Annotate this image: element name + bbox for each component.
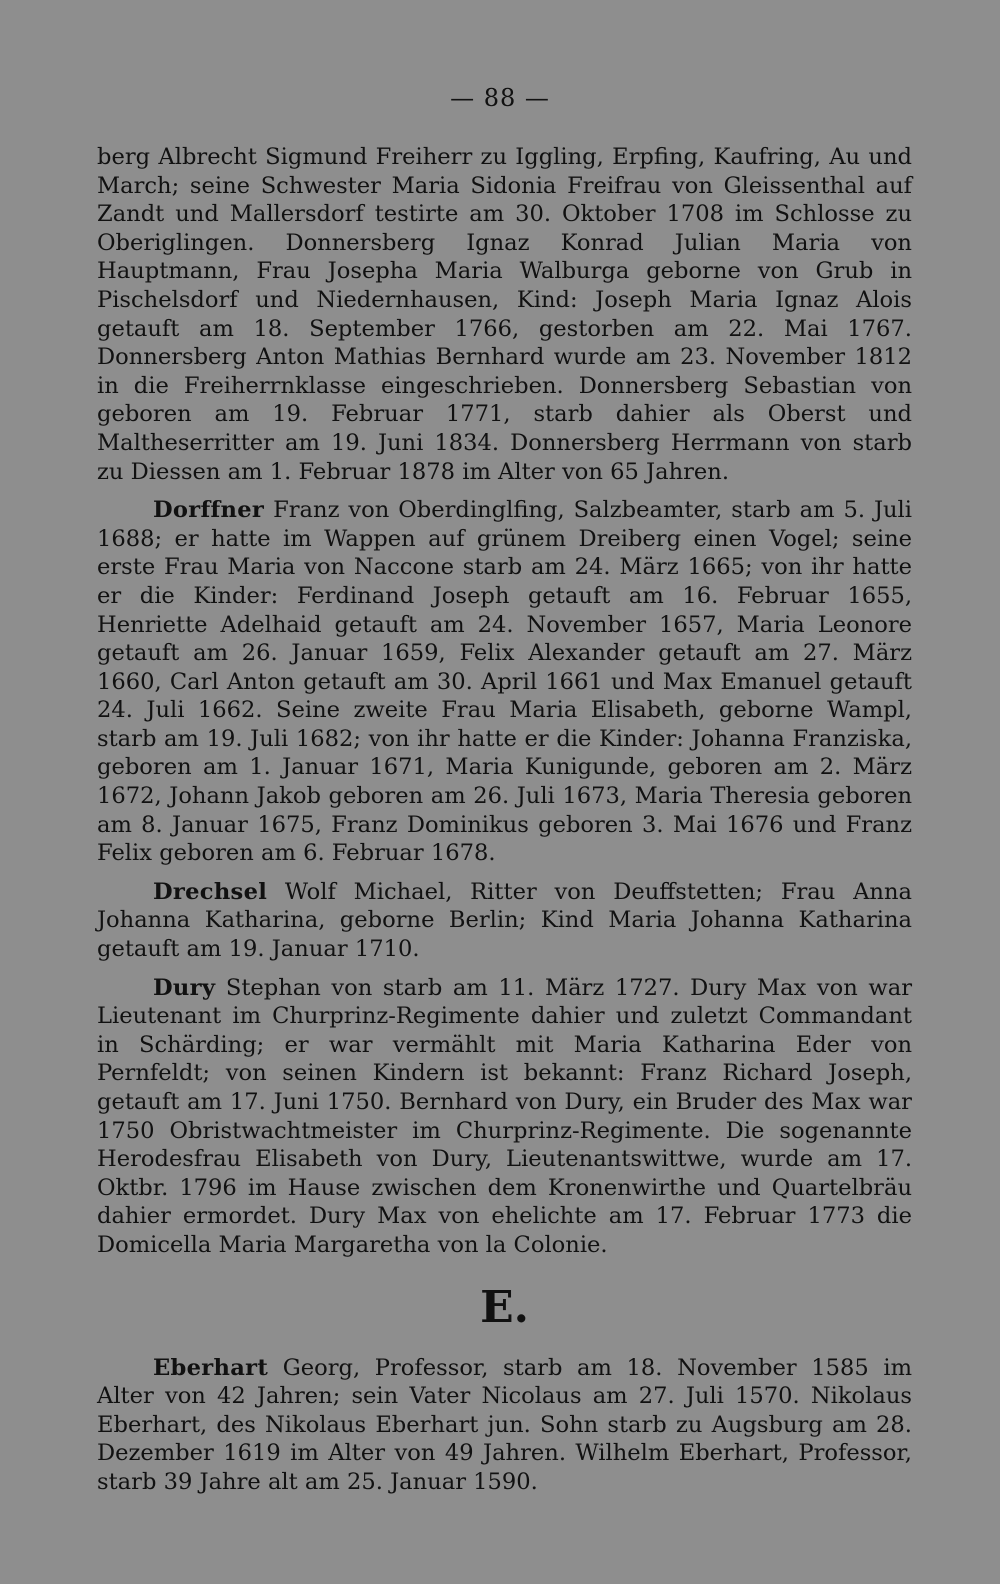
entry-dury: [97, 974, 912, 1260]
entry-headword: Dorffner: [153, 497, 265, 524]
entry-text: Franz von Oberdinglfing, Salzbeamter, starb am 5. Juli 1688; er hatte im Wappen auf grünem Dreiberg einen Vogel; seine erste Frau Maria von Naccone starb am 24. März 1665; von ihr hatte er die Kinder: Ferdinand Joseph getauft am 16. Februar 1655, Henriette Adelhaid getauft am 24. November 1657, Maria Leonore getauft am 26. Januar 1659, Felix Alexander getauft am 27. März 1660, Carl Anton getauft am 30. April 1661 und Max Emanuel getauft 24. Juli 1662. Seine zweite Frau Maria Elisabeth, geborne Wampl, starb am 19. Juli 1682; von ihr hatte er die Kinder: Johanna Franziska, geboren am 1. Januar 1671, Maria Kunigunde, geboren am 2. März 1672, Johann Jakob geboren am 26. Juli 1673, Maria Theresia geboren am 8. Januar 1675, Franz Dominikus geboren 3. Mai 1676 und Franz Felix geboren am 6. Februar 1678.: [97, 497, 913, 867]
entry-headword: Eberhart: [153, 1354, 269, 1381]
entry-dorffner: [97, 496, 912, 868]
entry-eberhart: [97, 1354, 912, 1497]
entry-text: Wolf Michael, Ritter von Deuffstetten; Frau Anna Johanna Katharina, geborne Berlin; Kind Maria Johanna Katharina getauft am 19. Januar 1710.: [97, 878, 912, 963]
section-heading-e: E.: [480, 1281, 529, 1333]
entry-text: berg Albrecht Sigmund Freiherr zu Iggling, Erpfing, Kaufring, Au und March; seine Schwester Maria Sidonia Freifrau von Gleissenthal auf Zandt und Mallersdorf testirte am 30. Oktober 1708 im Schlosse zu Oberiglingen. Donnersberg Ignaz Konrad Julian Maria von Hauptmann, Frau Josepha Maria Walburga geborne von Grub in Pischelsdorf und Niedernhausen, Kind: Joseph Maria Ignaz Alois getauft am 18. September 1766, gestorben am 22. Mai 1767. Donnersberg Anton Mathias Bernhard wurde am 23. November 1812 in die Freiherrnklasse eingeschrieben. Donnersberg Sebastian von geboren am 19. Februar 1771, starb dahier als Oberst und Maltheserritter am 19. Juni 1834. Donnersberg Herrmann von starb zu Diessen am 1. Februar 1878 im Alter von 65 Jahren.: [97, 144, 912, 485]
text-column: [97, 143, 912, 1497]
entry-headword: Drechsel: [153, 878, 268, 905]
entry-drechsel: [97, 878, 912, 964]
entry-text: Georg, Professor, starb am 18. November 1585 im Alter von 42 Jahren; sein Vater Nicolaus am 27. Juli 1570. Nikolaus Eberhart, des Nikolaus Eberhart jun. Sohn starb zu Augsburg am 28. Dezember 1619 im Alter von 49 Jahren. Wilhelm Eberhart, Professor, starb 39 Jahre alt am 25. Januar 1590.: [97, 1354, 912, 1495]
entry-donnersberg-continued: [97, 143, 912, 486]
entry-text: Stephan von starb am 11. März 1727. Dury Max von war Lieutenant im Churprinz-Regimente dahier und zuletzt Commandant in Schärding; er war vermählt mit Maria Katharina Eder von Pernfeldt; von seinen Kindern ist bekannt: Franz Richard Joseph, getauft am 17. Juni 1750. Bernhard von Dury, ein Bruder des Max war 1750 Obristwachtmeister im Churprinz-Regimente. Die sogenannte Herodesfrau Elisabeth von Dury, Lieutenantswittwe, wurde am 17. Oktbr. 1796 im Hause zwischen dem Kronenwirthe und Quartelbräu dahier ermordet. Dury Max von ehelichte am 17. Februar 1773 die Domicella Maria Margaretha von la Colonie.: [97, 974, 912, 1258]
page-number: — 88 —: [450, 84, 550, 112]
entry-headword: Dury: [153, 974, 216, 1001]
